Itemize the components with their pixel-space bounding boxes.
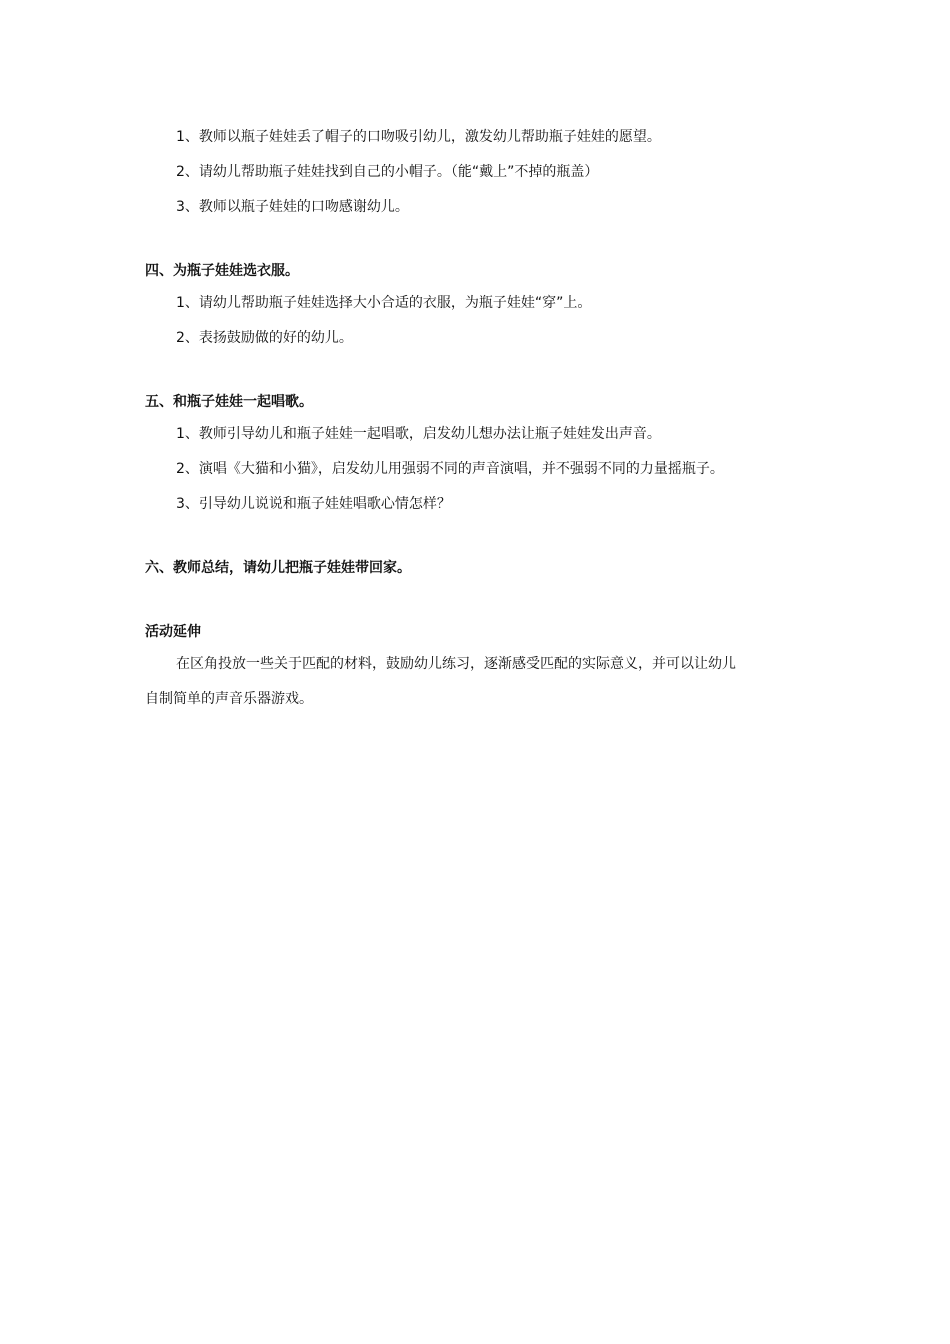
section-heading: 活动延伸	[145, 624, 201, 640]
list-item: 2、请幼儿帮助瓶子娃娃找到自己的小帽子。（能“戴上”不掉的瓶盖）	[176, 164, 599, 180]
list-item: 3、教师以瓶子娃娃的口吻感谢幼儿。	[176, 199, 409, 215]
paragraph-line: 自制简单的声音乐器游戏。	[145, 691, 313, 707]
list-item: 1、教师以瓶子娃娃丢了帽子的口吻吸引幼儿，激发幼儿帮助瓶子娃娃的愿望。	[176, 129, 661, 145]
list-item: 1、教师引导幼儿和瓶子娃娃一起唱歌，启发幼儿想办法让瓶子娃娃发出声音。	[176, 426, 661, 442]
section-heading: 五、和瓶子娃娃一起唱歌。	[145, 394, 313, 410]
section-heading: 四、为瓶子娃娃选衣服。	[145, 263, 299, 279]
list-item: 2、演唱《大猫和小猫》，启发幼儿用强弱不同的声音演唱，并不强弱不同的力量摇瓶子。	[176, 461, 724, 477]
list-item: 1、请幼儿帮助瓶子娃娃选择大小合适的衣服，为瓶子娃娃“穿”上。	[176, 295, 592, 311]
list-item: 2、表扬鼓励做的好的幼儿。	[176, 330, 353, 346]
paragraph-line: 在区角投放一些关于匹配的材料，鼓励幼儿练习，逐渐感受匹配的实际意义，并可以让幼儿	[176, 656, 736, 672]
section-heading: 六、教师总结，请幼儿把瓶子娃娃带回家。	[145, 560, 411, 576]
list-item: 3、引导幼儿说说和瓶子娃娃唱歌心情怎样？	[176, 496, 451, 512]
